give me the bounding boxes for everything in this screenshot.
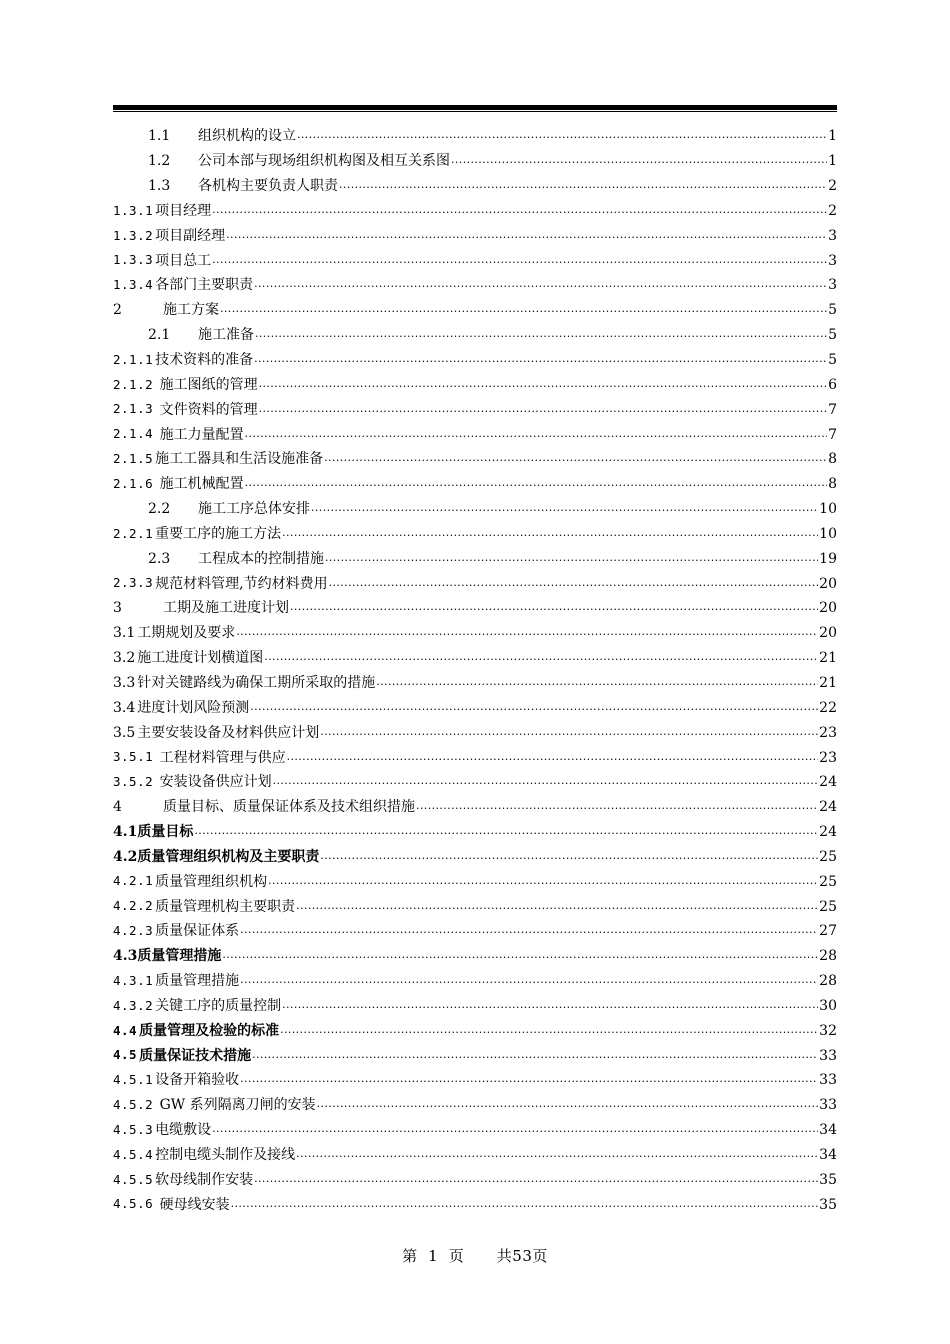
toc-entry-page: 10 <box>819 525 837 542</box>
toc-entry[interactable] <box>113 372 837 397</box>
toc-entry-page: 25 <box>819 848 837 865</box>
toc-entry-page: 34 <box>819 1122 837 1139</box>
toc-entry-title: 组织机构的设立 <box>198 128 296 145</box>
toc-entry[interactable] <box>113 1118 837 1143</box>
toc-entry-heading <box>113 353 253 367</box>
toc-entry-heading <box>113 1198 230 1212</box>
toc-entry-number: 2.1 <box>148 327 171 344</box>
toc-entry-number: 3.1 <box>113 625 136 642</box>
toc-entry-title: 施工工序总体安排 <box>198 501 310 518</box>
toc-entry-number: 4.4 <box>113 1022 138 1038</box>
toc-entry-page: 27 <box>819 923 837 940</box>
toc-entry-page: 19 <box>819 550 837 567</box>
toc-dot-leader <box>236 624 818 638</box>
toc-entry[interactable] <box>113 1018 837 1043</box>
toc-entry-heading <box>113 974 239 988</box>
toc-dot-leader <box>325 550 818 564</box>
toc-entry-page: 24 <box>819 774 837 791</box>
toc-dot-leader <box>240 972 818 986</box>
toc-entry-number: 1.1 <box>148 128 171 145</box>
toc-entry-heading <box>113 428 244 442</box>
toc-entry[interactable] <box>113 323 837 348</box>
toc-entry-heading <box>113 726 319 740</box>
toc-entry-number: 4.2.2 <box>113 898 154 914</box>
toc-entry-page: 23 <box>819 749 837 766</box>
total-pages-label: 共53页 <box>496 1247 548 1265</box>
toc-entry-heading <box>113 1098 316 1112</box>
toc-entry-title: 技术资料的准备 <box>155 352 254 369</box>
toc-entry-page: 34 <box>819 1147 837 1164</box>
table-of-contents <box>113 124 837 1217</box>
toc-entry-page: 25 <box>819 873 837 890</box>
toc-entry[interactable] <box>113 1192 837 1217</box>
toc-dot-leader <box>273 773 819 787</box>
toc-entry-title: 质量管理机构主要职责 <box>155 898 296 915</box>
toc-entry-number: 4.3 <box>113 948 138 965</box>
toc-entry-page: 8 <box>828 451 837 468</box>
toc-entry-number: 2 <box>113 302 122 319</box>
toc-entry-title: 进度计划风险预测 <box>137 699 250 716</box>
toc-entry-title: 质量目标 <box>137 824 194 841</box>
toc-entry-title: 质量管理措施 <box>155 973 240 990</box>
toc-entry-number: 4.3.2 <box>113 997 154 1013</box>
toc-entry-title: 质量管理组织机构 <box>155 873 268 890</box>
toc-dot-leader <box>226 227 827 241</box>
toc-entry[interactable] <box>113 248 837 273</box>
toc-entry-title: 施工工器具和生活设施准备 <box>155 451 324 468</box>
toc-entry-heading <box>113 328 254 342</box>
toc-dot-leader <box>324 450 827 464</box>
toc-dot-leader <box>259 401 827 415</box>
toc-entry-title: 施工进度计划横道图 <box>137 650 264 667</box>
toc-dot-leader <box>245 426 827 440</box>
toc-entry-title: 控制电缆头制作及接线 <box>155 1147 296 1164</box>
toc-entry-heading <box>113 502 310 516</box>
toc-entry-title: 项目总工 <box>155 252 212 269</box>
toc-entry-page: 35 <box>819 1171 837 1188</box>
toc-dot-leader <box>282 525 818 539</box>
toc-entry-title: 各部门主要职责 <box>155 277 254 294</box>
toc-dot-leader <box>317 1096 819 1110</box>
toc-entry-heading <box>113 204 211 218</box>
toc-entry-number: 2.3.3 <box>113 575 154 591</box>
toc-entry-number: 1.3.3 <box>113 252 154 268</box>
toc-entry-number: 4.5.3 <box>113 1121 154 1137</box>
toc-entry-page: 7 <box>828 401 837 418</box>
toc-entry-heading <box>113 303 219 317</box>
toc-entry-heading <box>113 477 244 491</box>
toc-entry-title: 电缆敷设 <box>155 1122 212 1139</box>
toc-entry-number: 2.1.6 <box>113 475 154 491</box>
toc-entry-page: 33 <box>819 1097 837 1114</box>
toc-entry-heading <box>113 626 235 640</box>
toc-entry-number: 4.1 <box>113 824 138 841</box>
toc-entry-title: 质量目标、质量保证体系及技术组织措施 <box>163 799 415 816</box>
toc-entry[interactable] <box>113 447 837 472</box>
toc-entry-number: 1.3.1 <box>113 202 154 218</box>
toc-entry-page: 28 <box>819 948 837 965</box>
toc-entry-page: 3 <box>828 227 837 244</box>
toc-entry-title: 各机构主要负责人职责 <box>198 178 338 195</box>
toc-dot-leader <box>212 1121 818 1135</box>
toc-entry-heading <box>113 1148 295 1162</box>
toc-entry-heading <box>113 751 286 765</box>
toc-entry-heading <box>113 676 375 690</box>
toc-dot-leader <box>212 202 827 216</box>
toc-entry-heading <box>113 527 281 541</box>
toc-entry-heading <box>113 1049 251 1063</box>
toc-dot-leader <box>297 127 827 141</box>
toc-entry-title: 施工准备 <box>198 327 254 344</box>
toc-entry-title: 质量管理及检验的标准 <box>139 1022 280 1039</box>
toc-entry-title: 软母线制作安装 <box>155 1171 254 1188</box>
toc-entry[interactable] <box>113 795 837 820</box>
toc-entry-title: 施工机械配置 <box>155 476 244 493</box>
toc-dot-leader <box>311 500 818 514</box>
toc-entry[interactable] <box>113 571 837 596</box>
toc-entry-number: 4 <box>113 799 122 816</box>
toc-entry[interactable] <box>113 397 837 422</box>
toc-entry-page: 33 <box>819 1047 837 1064</box>
toc-entry-page: 35 <box>819 1196 837 1213</box>
toc-entry-heading <box>113 229 225 243</box>
toc-entry[interactable] <box>113 1068 837 1093</box>
toc-entry-number: 1.3 <box>148 178 171 195</box>
toc-entry[interactable] <box>113 497 837 522</box>
toc-entry[interactable] <box>113 1093 837 1118</box>
toc-entry-heading <box>113 1173 253 1187</box>
toc-entry-number: 4.5.5 <box>113 1171 154 1187</box>
toc-entry[interactable] <box>113 919 837 944</box>
toc-entry[interactable] <box>113 422 837 447</box>
toc-entry-page: 5 <box>828 352 837 369</box>
toc-entry[interactable] <box>113 695 837 720</box>
toc-entry-heading <box>113 949 221 963</box>
toc-entry[interactable] <box>113 820 837 845</box>
page-number-label: 第 1 页 <box>402 1247 465 1265</box>
toc-dot-leader <box>296 898 818 912</box>
toc-entry-heading <box>113 577 328 591</box>
toc-entry-heading <box>113 924 239 938</box>
toc-entry[interactable] <box>113 273 837 298</box>
toc-dot-leader <box>320 848 818 862</box>
toc-entry-number: 1.3.4 <box>113 277 154 293</box>
toc-entry-number: 4.5.6 <box>113 1196 154 1212</box>
toc-entry-title: 质量保证技术措施 <box>139 1047 252 1064</box>
toc-entry[interactable] <box>113 174 837 199</box>
toc-entry-title: 工程材料管理与供应 <box>155 749 286 766</box>
toc-entry-number: 3.5.2 <box>113 774 154 790</box>
toc-entry[interactable] <box>113 621 837 646</box>
toc-dot-leader <box>290 599 818 613</box>
toc-entry[interactable] <box>113 671 837 696</box>
toc-entry-page: 3 <box>828 277 837 294</box>
toc-entry-title: 安装设备供应计划 <box>155 774 272 791</box>
toc-entry-page: 20 <box>819 575 837 592</box>
toc-entry-page: 20 <box>819 625 837 642</box>
toc-entry-heading <box>113 900 295 914</box>
toc-entry-page: 23 <box>819 724 837 741</box>
header-rule <box>113 105 837 110</box>
header-rule-thin <box>113 111 837 112</box>
toc-entry-heading <box>113 701 249 715</box>
toc-entry-page: 28 <box>819 973 837 990</box>
toc-dot-leader <box>451 152 827 166</box>
toc-dot-leader <box>282 997 818 1011</box>
toc-entry-page: 24 <box>819 799 837 816</box>
toc-dot-leader <box>245 475 827 489</box>
toc-entry[interactable] <box>113 124 837 149</box>
toc-dot-leader <box>220 301 827 315</box>
toc-entry-title: 规范材料管理,节约材料费用 <box>155 575 328 592</box>
toc-entry-number: 2.1.2 <box>113 376 154 392</box>
toc-entry-title: 公司本部与现场组织机构图及相互关系图 <box>198 153 450 170</box>
toc-entry-number: 4.5.4 <box>113 1146 154 1162</box>
toc-entry-number: 3 <box>113 600 122 617</box>
toc-entry-page: 30 <box>819 997 837 1014</box>
toc-entry-number: 2.1.5 <box>113 451 154 467</box>
toc-entry-number: 4.2.3 <box>113 923 154 939</box>
toc-entry-page: 2 <box>828 178 837 195</box>
toc-entry[interactable] <box>113 745 837 770</box>
toc-entry[interactable] <box>113 994 837 1019</box>
toc-entry-page: 21 <box>819 674 837 691</box>
toc-entry-page: 5 <box>828 302 837 319</box>
toc-entry-number: 2.1.1 <box>113 351 154 367</box>
toc-entry-title: 项目经理 <box>155 202 212 219</box>
toc-dot-leader <box>231 1196 819 1210</box>
toc-entry-heading <box>113 1024 279 1038</box>
toc-entry[interactable] <box>113 1043 837 1068</box>
toc-entry-page: 2 <box>828 202 837 219</box>
toc-dot-leader <box>280 1022 818 1036</box>
toc-entry-heading <box>113 651 263 665</box>
toc-entry-title: 设备开箱验收 <box>155 1072 240 1089</box>
toc-entry-page: 21 <box>819 650 837 667</box>
toc-entry[interactable] <box>113 223 837 248</box>
toc-entry-heading <box>113 378 258 392</box>
toc-entry[interactable] <box>113 646 837 671</box>
toc-entry-page: 25 <box>819 898 837 915</box>
toc-dot-leader <box>287 749 819 763</box>
toc-entry-heading <box>113 179 338 193</box>
toc-dot-leader <box>329 575 819 589</box>
toc-entry-page: 10 <box>819 501 837 518</box>
toc-dot-leader <box>222 947 818 961</box>
toc-entry-number: 4.3.1 <box>113 972 154 988</box>
toc-entry-heading <box>113 1073 239 1087</box>
toc-dot-leader <box>296 1146 818 1160</box>
toc-entry-heading <box>113 254 211 268</box>
toc-entry-number: 3.5.1 <box>113 749 154 765</box>
toc-entry-title: GW 系列隔离刀闸的安装 <box>155 1097 316 1114</box>
toc-entry-page: 6 <box>828 376 837 393</box>
toc-entry-number: 4.5 <box>113 1047 138 1063</box>
toc-entry[interactable] <box>113 199 837 224</box>
toc-entry[interactable] <box>113 348 837 373</box>
toc-entry-title: 质量管理措施 <box>137 948 222 965</box>
toc-entry-number: 2.1.4 <box>113 426 154 442</box>
toc-entry[interactable] <box>113 869 837 894</box>
toc-entry-number: 2.1.3 <box>113 401 154 417</box>
toc-entry-number: 4.2.1 <box>113 873 154 889</box>
toc-entry-page: 5 <box>828 327 837 344</box>
toc-entry-number: 1.3.2 <box>113 227 154 243</box>
toc-entry-number: 4.5.1 <box>113 1072 154 1088</box>
toc-entry-number: 4.5.2 <box>113 1097 154 1113</box>
toc-entry-page: 32 <box>819 1022 837 1039</box>
toc-entry[interactable] <box>113 944 837 969</box>
toc-entry[interactable] <box>113 522 837 547</box>
toc-entry-title: 质量保证体系 <box>155 923 240 940</box>
toc-entry-number: 3.4 <box>113 699 136 716</box>
toc-entry[interactable] <box>113 472 837 497</box>
toc-entry-page: 24 <box>819 824 837 841</box>
toc-entry-heading <box>113 403 258 417</box>
toc-entry[interactable] <box>113 596 837 621</box>
toc-entry-page: 33 <box>819 1072 837 1089</box>
toc-dot-leader <box>240 1071 818 1085</box>
toc-dot-leader <box>339 177 827 191</box>
toc-dot-leader <box>254 276 827 290</box>
toc-entry-title: 针对关键路线为确保工期所采取的措施 <box>137 674 376 691</box>
toc-entry-title: 工期及施工进度计划 <box>163 600 289 617</box>
toc-entry[interactable] <box>113 1143 837 1168</box>
toc-entry-page: 1 <box>828 153 837 170</box>
toc-entry[interactable] <box>113 969 837 994</box>
toc-entry-title: 文件资料的管理 <box>155 401 258 418</box>
toc-entry-page: 8 <box>828 476 837 493</box>
toc-dot-leader <box>264 649 818 663</box>
toc-entry-title: 施工力量配置 <box>155 426 244 443</box>
toc-entry-heading <box>113 154 450 168</box>
toc-dot-leader <box>416 798 818 812</box>
toc-entry-number: 4.2 <box>113 848 138 865</box>
toc-entry-heading <box>113 999 281 1013</box>
toc-entry-title: 工程成本的控制措施 <box>198 550 324 567</box>
toc-entry-title: 硬母线安装 <box>155 1196 230 1213</box>
toc-entry-number: 3.3 <box>113 674 136 691</box>
toc-entry-heading <box>113 775 272 789</box>
toc-entry-title: 施工图纸的管理 <box>155 376 258 393</box>
toc-dot-leader <box>259 376 827 390</box>
toc-entry[interactable] <box>113 149 837 174</box>
toc-entry-number: 2.2.1 <box>113 525 154 541</box>
toc-entry-heading <box>113 552 324 566</box>
toc-entry-title: 关键工序的质量控制 <box>155 997 282 1014</box>
toc-dot-leader <box>254 1171 818 1185</box>
toc-entry-heading <box>113 800 415 814</box>
toc-entry-page: 22 <box>819 699 837 716</box>
toc-entry-page: 1 <box>828 128 837 145</box>
toc-entry-number: 3.5 <box>113 724 136 741</box>
toc-entry-number: 2.3 <box>148 550 171 567</box>
toc-entry-heading <box>113 875 267 889</box>
toc-entry-heading <box>113 601 289 615</box>
toc-entry[interactable] <box>113 546 837 571</box>
toc-dot-leader <box>254 351 827 365</box>
toc-dot-leader <box>320 724 818 738</box>
toc-dot-leader <box>212 252 827 266</box>
toc-entry-title: 质量管理组织机构及主要职责 <box>137 848 320 865</box>
toc-entry-number: 1.2 <box>148 153 171 170</box>
toc-dot-leader <box>240 922 818 936</box>
toc-entry[interactable] <box>113 1167 837 1192</box>
toc-dot-leader <box>376 674 818 688</box>
toc-dot-leader <box>194 823 818 837</box>
toc-entry-heading <box>113 129 296 143</box>
toc-dot-leader <box>250 699 818 713</box>
toc-dot-leader <box>268 873 818 887</box>
toc-entry-heading <box>113 278 253 292</box>
toc-entry[interactable] <box>113 844 837 869</box>
toc-entry-page: 7 <box>828 426 837 443</box>
toc-entry[interactable] <box>113 770 837 795</box>
toc-entry-heading <box>113 850 319 864</box>
toc-entry-title: 项目副经理 <box>155 227 226 244</box>
toc-entry[interactable] <box>113 894 837 919</box>
toc-entry-heading <box>113 1123 211 1137</box>
toc-entry-number: 3.2 <box>113 650 136 667</box>
toc-entry-title: 主要安装设备及材料供应计划 <box>137 724 320 741</box>
toc-entry-title: 施工方案 <box>163 302 219 319</box>
toc-entry-page: 3 <box>828 252 837 269</box>
toc-entry-page: 20 <box>819 600 837 617</box>
toc-entry[interactable] <box>113 720 837 745</box>
toc-entry-heading <box>113 452 323 466</box>
toc-entry-title: 重要工序的施工方法 <box>155 525 282 542</box>
toc-dot-leader <box>252 1047 818 1061</box>
toc-dot-leader <box>255 326 827 340</box>
page-footer <box>0 1245 950 1266</box>
toc-entry[interactable] <box>113 298 837 323</box>
toc-entry-title: 工期规划及要求 <box>137 625 236 642</box>
toc-entry-heading <box>113 825 193 839</box>
toc-entry-number: 2.2 <box>148 501 171 518</box>
